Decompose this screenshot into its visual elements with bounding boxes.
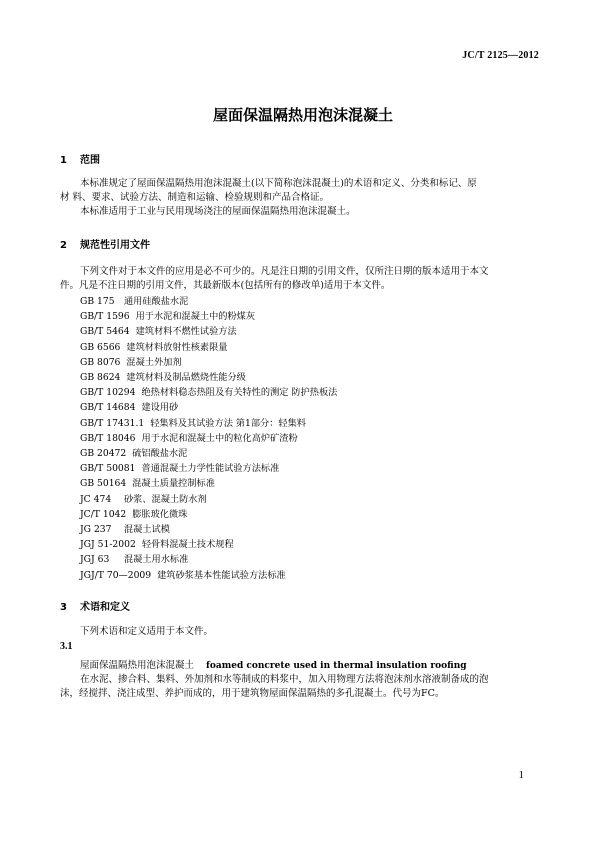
reference-code: GB/T 5464 bbox=[80, 326, 130, 338]
reference-code: JGJ/T 70—2009 bbox=[80, 569, 152, 581]
section-3-intro bbox=[60, 625, 546, 639]
reference-name: 混凝土外加剂 bbox=[126, 356, 182, 368]
reference-item bbox=[80, 400, 337, 415]
section-2-intro bbox=[60, 265, 546, 293]
page-number: 1 bbox=[518, 769, 524, 781]
reference-item bbox=[80, 385, 337, 400]
reference-name: 混凝土试模 bbox=[124, 524, 170, 536]
reference-item bbox=[80, 416, 337, 431]
reference-name: 轻骨料混凝土技术规程 bbox=[141, 539, 234, 551]
section-1-body bbox=[60, 177, 546, 219]
section-1-line: 本标准规定了屋面保温隔热用泡沫混凝土(以下简称泡沫混凝土)的术语和定义、分类和标记、原 bbox=[80, 178, 477, 189]
reference-item bbox=[80, 370, 337, 385]
reference-code: GB/T 18046 bbox=[80, 432, 136, 444]
reference-item bbox=[80, 568, 337, 583]
section-1-heading bbox=[60, 151, 100, 166]
document-title: 屋面保温隔热用泡沫混凝土 bbox=[212, 106, 393, 124]
reference-code: GB/T 10294 bbox=[80, 387, 136, 399]
reference-name: 建设用砂 bbox=[141, 402, 179, 414]
term-definition bbox=[60, 673, 546, 701]
reference-item bbox=[80, 446, 337, 461]
reference-item bbox=[80, 309, 337, 324]
section-3-intro-line: 下列术语和定义适用于本文件。 bbox=[80, 626, 214, 637]
reference-name: 建筑材料放射性核素限量 bbox=[126, 341, 228, 353]
reference-code: JG 237 bbox=[80, 524, 112, 536]
reference-name: 硫铝酸盐水泥 bbox=[132, 448, 188, 460]
reference-code: GB/T 17431.1 bbox=[80, 417, 145, 429]
reference-code: GB 8076 bbox=[80, 356, 121, 368]
reference-item bbox=[80, 340, 337, 355]
reference-code: JGJ 63 bbox=[80, 554, 110, 566]
reference-code: GB/T 50081 bbox=[80, 463, 136, 475]
reference-name: 绝热材料稳态热阻及有关特性的测定 防护热板法 bbox=[141, 387, 338, 399]
reference-name: 建筑材料及制品燃烧性能分级 bbox=[126, 372, 246, 384]
section-2-heading bbox=[60, 236, 150, 251]
reference-name: 混凝土用水标准 bbox=[124, 554, 189, 566]
section-3-heading bbox=[60, 598, 130, 613]
reference-code: GB 50164 bbox=[80, 478, 127, 490]
section-1-line: 本标准适用于工业与民用现场浇注的屋面保温隔热用泡沫混凝土。 bbox=[80, 206, 356, 217]
section-3-title: 术语和定义 bbox=[80, 602, 130, 613]
term-definition-line: 沫，经搅拌、浇注成型、养护而成的，用于建筑物屋面保温隔热的多孔混凝土。代号为FC。 bbox=[60, 688, 445, 699]
section-2-title: 规范性引用文件 bbox=[80, 240, 150, 251]
term-entry bbox=[80, 657, 467, 671]
section-1-title: 范围 bbox=[80, 155, 100, 166]
reference-item bbox=[80, 294, 337, 309]
reference-name: 普通混凝土力学性能试验方法标准 bbox=[141, 463, 280, 475]
reference-name: 混凝土质量控制标准 bbox=[132, 478, 215, 490]
standard-number: JC/T 2125—2012 bbox=[462, 50, 539, 61]
reference-name: 轻集料及其试验方法 第1部分：轻集料 bbox=[150, 417, 306, 429]
reference-item bbox=[80, 461, 337, 476]
section-3-number: 3 bbox=[60, 602, 67, 613]
reference-code: GB 20472 bbox=[80, 448, 127, 460]
reference-name: 建筑砂浆基本性能试验方法标准 bbox=[157, 569, 286, 581]
section-2-intro-line: 件。凡是不注日期的引用文件，其最新版本(包括所有的修改单)适用于本文件。 bbox=[60, 280, 391, 291]
reference-code: JC/T 1042 bbox=[80, 508, 127, 520]
term-name-en: foamed concrete used in thermal insulation roofing bbox=[206, 661, 467, 671]
section-2-intro-line: 下列文件对于本文件的应用是必不可少的。凡是注日期的引用文件，仅所注日期的版本适用于本文 bbox=[80, 266, 489, 277]
reference-code: GB 175 bbox=[80, 296, 115, 307]
reference-code: JGJ 51-2002 bbox=[80, 539, 136, 551]
reference-code: JC 474 bbox=[80, 493, 112, 505]
reference-name: 用于水泥和混凝土中的粉煤灰 bbox=[135, 311, 256, 323]
reference-item bbox=[80, 355, 337, 370]
reference-name: 建筑材料不燃性试验方法 bbox=[135, 326, 237, 338]
reference-name: 膨胀玻化微珠 bbox=[132, 508, 188, 520]
reference-name: 砂浆、混凝土防水剂 bbox=[124, 493, 207, 505]
reference-code: GB/T 1596 bbox=[80, 311, 130, 323]
term-number: 3.1 bbox=[60, 641, 73, 652]
reference-name: 通用硅酸盐水泥 bbox=[124, 296, 189, 307]
section-1-line: 材 料、要求、试验方法、制造和运输、检验规则和产品合格证。 bbox=[60, 192, 330, 203]
reference-item bbox=[80, 492, 337, 507]
reference-code: GB 8624 bbox=[80, 372, 121, 384]
reference-item bbox=[80, 507, 337, 522]
term-definition-line: 在水泥、掺合料、集料、外加剂和水等制成的料浆中，加入用物理方法将泡沫剂水溶液制备成的泡 bbox=[80, 674, 489, 685]
reference-item bbox=[80, 537, 337, 552]
reference-code: GB/T 14684 bbox=[80, 402, 136, 414]
reference-item bbox=[80, 324, 337, 339]
reference-name: 用于水泥和混凝土中的粒化高炉矿渣粉 bbox=[141, 432, 298, 444]
reference-item bbox=[80, 552, 337, 567]
reference-item bbox=[80, 476, 337, 491]
reference-item bbox=[80, 431, 337, 446]
section-2-number: 2 bbox=[60, 240, 67, 251]
term-name-cn: 屋面保温隔热用泡沫混凝土 bbox=[80, 660, 195, 671]
reference-item bbox=[80, 522, 337, 537]
normative-reference-list bbox=[80, 294, 337, 583]
section-1-number: 1 bbox=[60, 155, 67, 166]
reference-code: GB 6566 bbox=[80, 341, 121, 353]
